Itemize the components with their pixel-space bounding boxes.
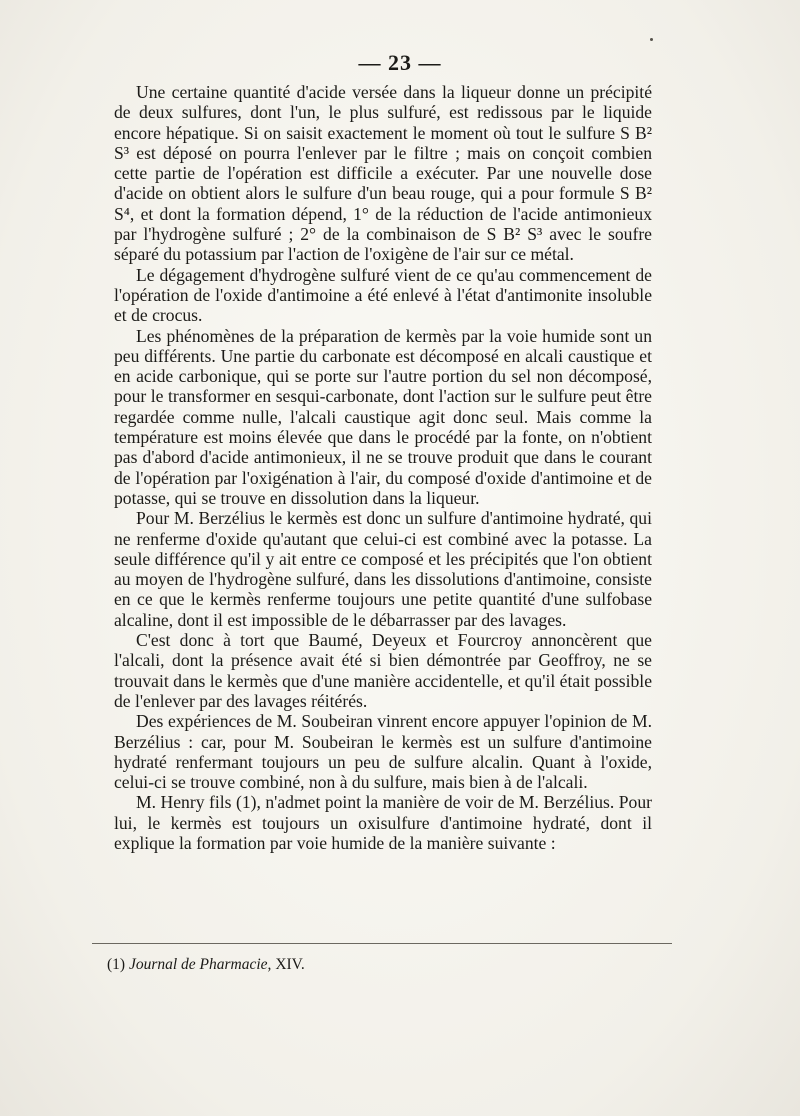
paragraph: Une certaine quantité d'acide versée dans la liqueur donne un précipité de deux sulfures, dont l'un, le plus sulfuré, est redissous par le liquide encore hépatique. Si on saisit exactement le moment où tout le sulfure S B² S³ est déposé on pourra l'enlever par le filtre ; mais on conçoit combien cette partie de l'opération est difficile a exécuter. Par une nouvelle dose d'acide on obtient alors le sulfure d'un beau rouge, qui a pour formule S B² S⁴, et dont la formation dépend, 1° de la réduction de l'acide antimonieux par l'hydrogène sulfuré ; 2° de la combinaison de S B² S³ avec le soufre séparé du potassium par l'action de l'oxigène de l'air sur ce métal. [114, 82, 652, 265]
footnote [107, 955, 647, 975]
footnote-rule [92, 943, 672, 944]
paragraph: Le dégagement d'hydrogène sulfuré vient de ce qu'au commencement de l'opération de l'oxide d'antimoine a été enlevé à l'état d'antimonite insoluble et de crocus. [114, 264, 652, 326]
footnote-volume: XIV. [275, 956, 305, 973]
paragraph: Des expériences de M. Soubeiran vinrent encore appuyer l'opinion de M. Berzélius : car, pour M. Soubeiran le kermès est un sulfure d'antimoine hydraté renfermant toujours un peu de sulfure alcalin. Quant à l'oxide, celui-ci se trouve combiné, non à du sulfure, mais bien à de l'alcali. [114, 711, 652, 793]
paragraph: C'est donc à tort que Baumé, Deyeux et Fourcroy annoncèrent que l'alcali, dont la présence avait été si bien démontrée par Geoffroy, ne se trouvait dans le kermès que d'une manière accidentelle, et qu'il était possible de l'enlever par des lavages réitérés. [114, 630, 652, 711]
page-number: — 23 — [358, 50, 442, 75]
footnote-marker: (1) [107, 956, 126, 973]
paragraph: Pour M. Berzélius le kermès est donc un sulfure d'antimoine hydraté, qui ne renferme d'oxide qu'autant que celui-ci est combiné avec la potasse. La seule différence qu'il y ait entre ce composé et les précipités que l'on obtient au moyen de l'hydrogène sulfuré, dans les dissolutions d'antimoine, consiste en ce que le kermès renferme toujours une petite quantité d'une sulfobase alcaline, dont il est impossible de le débarrasser par des lavages. [114, 508, 652, 630]
ink-speck [650, 38, 653, 41]
paragraph: Les phénomènes de la préparation de kermès par la voie humide sont un peu différents. Une partie du carbonate est décomposé en alcali caustique et en acide carbonique, qui se porte sur l'autre portion du sel non décomposé, pour le transformer en sesqui-carbonate, dont l'action sur le sulfure peut être regardée comme nulle, l'alcali caustique agit donc seul. Mais comme la température est moins élevée que dans le procédé par la fonte, on n'obtient pas d'abord d'acide antimonieux, il ne se trouve produit que dans le courant de l'opération par l'oxigénation à l'air, du composé d'oxide d'antimoine et de potasse, qui se trouve en dissolution dans la liqueur. [114, 325, 652, 508]
paragraph: M. Henry fils (1), n'admet point la manière de voir de M. Berzélius. Pour lui, le kermès est toujours un oxisulfure d'antimoine hydraté, dont il explique la formation par voie humide de la manière suivante : [114, 792, 652, 853]
body-text [114, 82, 652, 853]
footnote-source: Journal de Pharmacie, [128, 956, 272, 973]
